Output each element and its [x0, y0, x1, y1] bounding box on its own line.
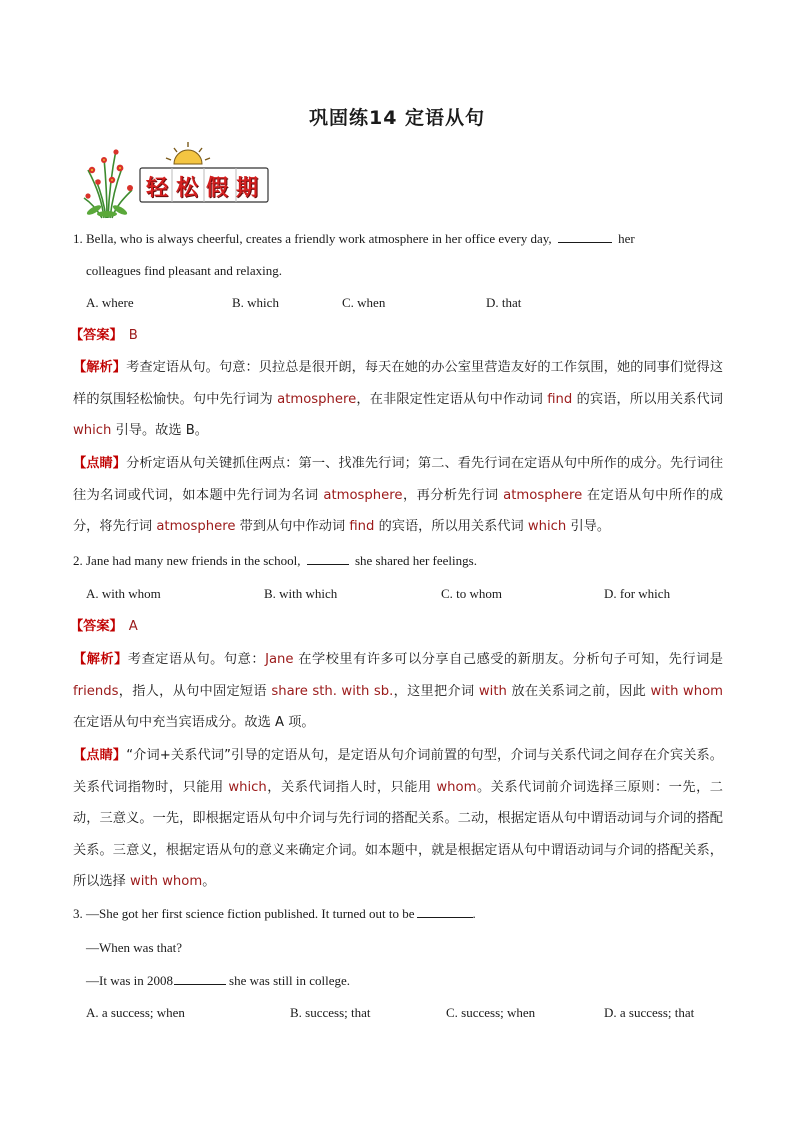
q2-analysis-text: 考查定语从句。句意：Jane 在学校里有许多可以分享自己感受的新朋友。分析句子可知，先行词是 friends，指人，从句中固定短语 share sth. with sb.，这里把介词 with 放在关系词之前，因此 with whom 在定语从句中充当宾语成分。故选 A 项。 — [73, 652, 723, 730]
q2-line1: 2. Jane had many new friends in the school, she shared her feelings. — [73, 553, 477, 568]
q1-line1: 1. Bella, who is always cheerful, creates a friendly work atmosphere in her office every day, her — [73, 231, 635, 246]
q3-line2: —When was that? — [86, 940, 183, 955]
q1-analysis: 【解析】考查定语从句。句意：贝拉总是很开朗，每天在她的办公室里营造友好的工作氛围，她的同事们觉得这样的氛围轻松愉快。句中先行词为 atmosphere，在非限定性定语从句中作动词 find 的宾语，所以用关系代词 which 引导。故选 B。 — [73, 360, 724, 438]
q2-tip: 【点睛】“介词+关系代词”引导的定语从句，是定语从句介词前置的句型，介词与关系代词之间存在介宾关系。关系代词指物时，只能用 which，关系代词指人时，只能用 whom。关系代词前介词选择三原则：一先，二动，三意义。一先，即根据定语从句中介词与先行词的搭配关系。二动，根据定语从句中谓语动词与介词的搭配关系。三意义，根据定语从句的意义来确定介词。如本题中，就是根据定语从句中谓语动词与介词的搭配关系，所以选择 with whom。 — [73, 748, 723, 889]
q2-answer: 【答案】 A — [70, 619, 138, 634]
q1-line2: colleagues find pleasant and relaxing. — [86, 263, 283, 278]
q1-tip-text: 分析定语从句关键抓住两点：第一、找准先行词；第二、看先行词在定语从句中所作的成分。先行词往往为名词或代词，如本题中先行词为名词 atmosphere，再分析先行词 atmosphere 在定语从句中所作的成分，将先行词 atmosphere 带到从句中作动词 find 的宾语，所以用关系代词 which 引导。 — [73, 456, 724, 534]
q1-tip: 【点睛】分析定语从句关键抓住两点：第一、找准先行词；第二、看先行词在定语从句中所作的成分。先行词往往为名词或代词，如本题中先行词为名词 atmosphere，再分析先行词 atmosphere 在定语从句中所作的成分，将先行词 atmosphere 带到从句中作动词 find 的宾语，所以用关系代词 which 引导。 — [73, 456, 724, 534]
q1-option-a: A. where — [86, 295, 134, 310]
q3-option-a: A. a success; when — [86, 1005, 185, 1020]
q3-option-d: D. a success; that — [604, 1005, 695, 1020]
q3-option-c: C. success; when — [446, 1005, 536, 1020]
q1-option-d: D. that — [486, 295, 522, 310]
q3-line1: 3. —She got her first science fiction published. It turned out to be . — [73, 906, 476, 921]
q3-line3: —It was in 2008 she was still in college. — [86, 973, 350, 988]
q1-option-c: C. when — [342, 295, 386, 310]
q2-analysis: 【解析】考查定语从句。句意：Jane 在学校里有许多可以分享自己感受的新朋友。分析句子可知，先行词是 friends，指人，从句中固定短语 share sth. with sb.，这里把介词 with 放在关系词之前，因此 with whom 在定语从句中充当宾语成分。故选 A 项。 — [73, 652, 723, 730]
q2-option-d: D. for which — [604, 586, 671, 601]
q1-answer: 【答案】 B — [70, 328, 138, 343]
q1-analysis-text: 考查定语从句。句意：贝拉总是很开朗，每天在她的办公室里营造友好的工作氛围，她的同事们觉得这样的氛围轻松愉快。句中先行词为 atmosphere，在非限定性定语从句中作动词 find 的宾语，所以用关系代词 which 引导。故选 B。 — [73, 360, 724, 438]
page-title: 巩固练14 定语从句 — [308, 107, 486, 129]
q2-option-a: A. with whom — [86, 586, 161, 601]
q2-option-b: B. with which — [264, 586, 338, 601]
q2-blank — [307, 552, 349, 565]
banner-text: 轻松假期 — [145, 176, 266, 201]
holiday-banner — [82, 140, 272, 220]
q2-tip-text: “介词+关系代词”引导的定语从句，是定语从句介词前置的句型，介词与关系代词之间存在介宾关系。关系代词指物时，只能用 which，关系代词指人时，只能用 whom。关系代词前介词选择三原则：一先，二动，三意义。一先，即根据定语从句中介词与先行词的搭配关系。二动，根据定语从句中谓语动词与介词的搭配关系。三意义，根据定语从句的意义来确定介词。如本题中，就是根据定语从句中谓语动词与介词的搭配关系，所以选择 with whom。 — [73, 748, 723, 889]
q2-option-c: C. to whom — [441, 586, 503, 601]
q3-blank-1 — [417, 905, 473, 918]
q1-blank — [558, 230, 612, 243]
q3-blank-2 — [174, 972, 226, 985]
q3-option-b: B. success; that — [290, 1005, 371, 1020]
q1-option-b: B. which — [232, 295, 279, 310]
